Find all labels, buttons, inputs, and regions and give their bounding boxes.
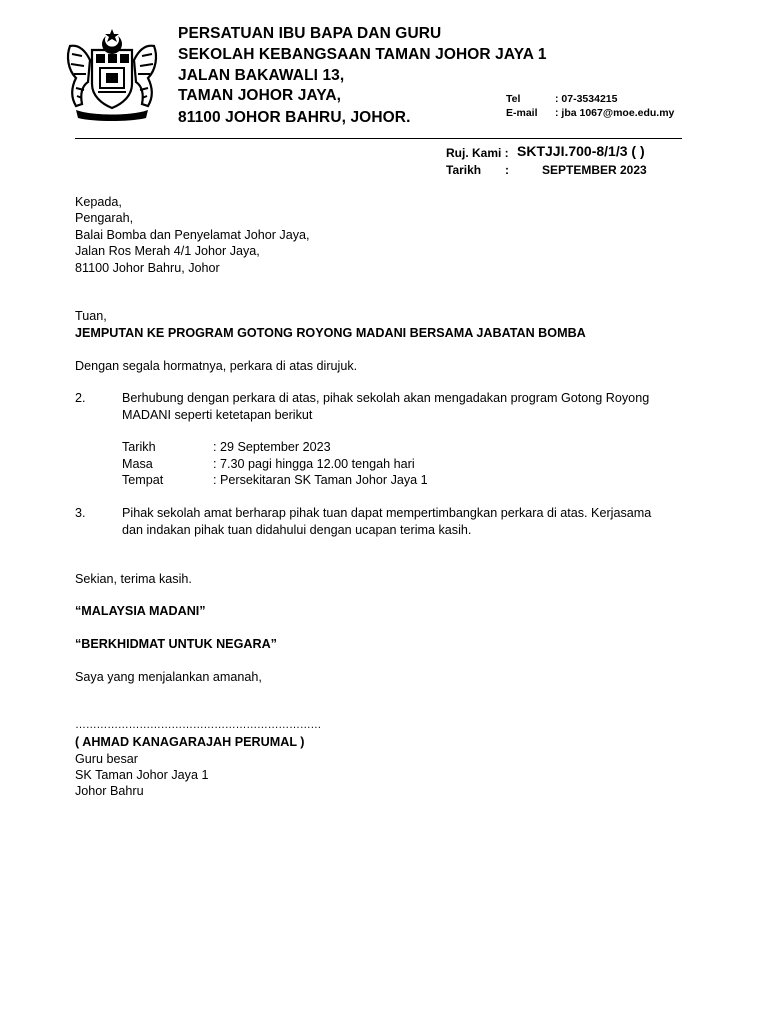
paragraph-2-line-2: MADANI seperti ketetapan berikut bbox=[122, 408, 313, 422]
signatory-city: Johor Bahru bbox=[75, 784, 144, 798]
tel-value: : 07-3534215 bbox=[555, 93, 618, 105]
opening-line: Dengan segala hormatnya, perkara di atas dirujuk. bbox=[75, 359, 358, 373]
detail-value: : 7.30 pagi hingga 12.00 tengah hari bbox=[213, 457, 415, 471]
date-colon: : bbox=[505, 163, 509, 177]
letterhead-area: TAMAN JOHOR JAYA, bbox=[178, 87, 342, 104]
slogan-malaysia-madani: “MALAYSIA MADANI” bbox=[75, 604, 206, 618]
ref-label: Ruj. Kami : bbox=[446, 146, 509, 160]
signatory-name: ( AHMAD KANAGARAJAH PERUMAL ) bbox=[75, 735, 305, 749]
paragraph-3-line-1: Pihak sekolah amat berharap pihak tuan dapat mempertimbangkan perkara di atas. Kerjasama bbox=[122, 506, 652, 520]
recipient-line: Pengarah, bbox=[75, 211, 134, 225]
letterhead-organization: PERSATUAN IBU BAPA DAN GURU bbox=[178, 25, 442, 42]
date-label: Tarikh bbox=[446, 163, 482, 177]
letterhead-street: JALAN BAKAWALI 13, bbox=[178, 67, 345, 84]
letter-subject: JEMPUTAN KE PROGRAM GOTONG ROYONG MADANI BERSAMA JABATAN BOMBA bbox=[75, 326, 586, 340]
closing-line: Sekian, terima kasih. bbox=[75, 572, 192, 586]
recipient-line: Kepada, bbox=[75, 195, 122, 209]
slogan-berkhidmat: “BERKHIDMAT UNTUK NEGARA” bbox=[75, 637, 277, 651]
recipient-line: Jalan Ros Merah 4/1 Johor Jaya, bbox=[75, 244, 260, 258]
letterhead-divider bbox=[75, 138, 682, 139]
signatory-title: Guru besar bbox=[75, 752, 138, 766]
school-crest-logo bbox=[62, 26, 162, 122]
letterhead-school-name: SEKOLAH KEBANGSAAN TAMAN JOHOR JAYA 1 bbox=[178, 46, 547, 63]
paragraph-3-line-2: dan indakan pihak tuan didahului dengan ucapan terima kasih. bbox=[122, 523, 472, 537]
signatory-school: SK Taman Johor Jaya 1 bbox=[75, 768, 209, 782]
detail-label: Tarikh bbox=[122, 440, 156, 454]
salutation: Tuan, bbox=[75, 309, 107, 323]
date-value: SEPTEMBER 2023 bbox=[542, 163, 647, 177]
letterhead-postcode-city: 81100 JOHOR BAHRU, JOHOR. bbox=[178, 109, 411, 126]
detail-label: Tempat bbox=[122, 473, 164, 487]
detail-label: Masa bbox=[122, 457, 153, 471]
trust-line: Saya yang menjalankan amanah, bbox=[75, 670, 262, 684]
recipient-line: Balai Bomba dan Penyelamat Johor Jaya, bbox=[75, 228, 310, 242]
paragraph-number: 2. bbox=[75, 391, 86, 405]
recipient-line: 81100 Johor Bahru, Johor bbox=[75, 261, 220, 275]
tel-label: Tel bbox=[506, 93, 521, 105]
paragraph-number: 3. bbox=[75, 506, 86, 520]
signature-line: …………………………………………………………… bbox=[75, 719, 322, 731]
email-label: E-mail bbox=[506, 107, 538, 119]
detail-value: : Persekitaran SK Taman Johor Jaya 1 bbox=[213, 473, 428, 487]
detail-value: : 29 September 2023 bbox=[213, 440, 331, 454]
email-value: : jba 1067@moe.edu.my bbox=[555, 107, 675, 119]
paragraph-2-line-1: Berhubung dengan perkara di atas, pihak sekolah akan mengadakan program Gotong Royong bbox=[122, 391, 650, 405]
ref-number: SKTJJI.700-8/1/3 ( ) bbox=[517, 143, 645, 159]
